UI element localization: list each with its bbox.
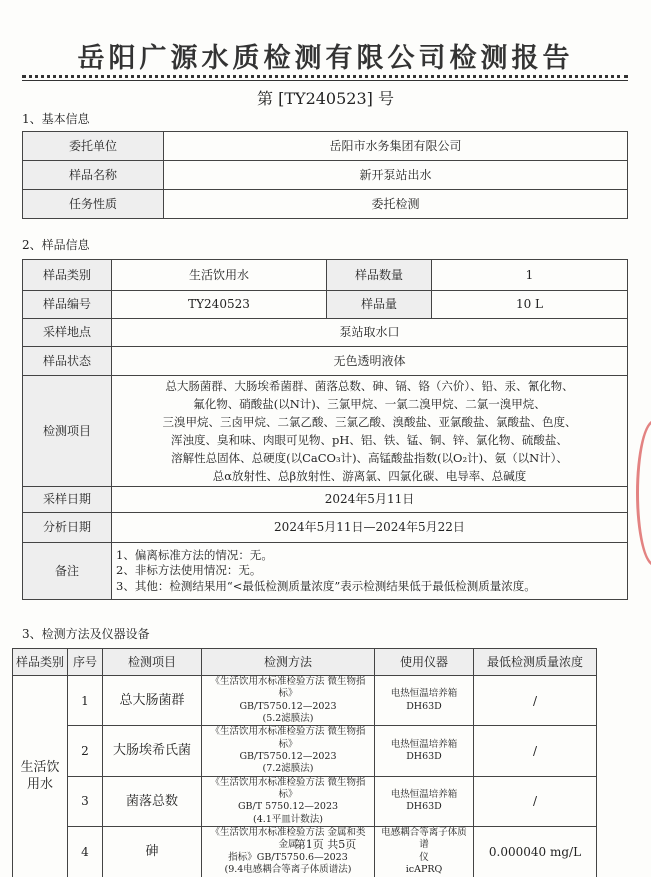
detection-limit: / <box>474 726 597 776</box>
table-row <box>23 260 628 291</box>
remarks <box>112 543 628 600</box>
test-method <box>202 776 375 826</box>
test-items-line: 浑浊度、臭和味、肉眼可见物、pH、铝、铁、锰、铜、锌、氯化物、硫酸盐、 <box>171 433 568 447</box>
table-row <box>23 319 628 347</box>
row-label: 样品编号 <box>23 291 112 319</box>
method-line: 《生活饮用水标准检验方法 微生物指标》 <box>210 776 366 801</box>
test-items-line: 氟化物、硝酸盐(以N计)、三氯甲烷、一氯二溴甲烷、二氯一溴甲烷、 <box>193 397 546 411</box>
method-line: GB/T 5750.12—2023 <box>237 801 339 813</box>
row-number: 2 <box>68 726 103 776</box>
table-row <box>23 132 628 161</box>
table-row <box>23 487 628 513</box>
row-value: 2024年5月11日 <box>112 487 628 513</box>
instrument-line: DH63D <box>406 751 442 763</box>
method-line: 《生活饮用水标准检验方法 金属和类金属 <box>210 827 366 851</box>
row-label: 任务性质 <box>23 190 164 219</box>
row-value: 委托检测 <box>164 190 628 219</box>
remark-line: 2、非标方法使用情况：无。 <box>116 563 262 578</box>
instrument-line: 电热恒温培养箱 <box>390 688 458 700</box>
report-number: 第 [TY240523] 号 <box>257 89 394 108</box>
table-row <box>23 513 628 543</box>
method-line: (5.2滤膜法) <box>262 713 314 725</box>
row-label: 检测项目 <box>23 376 112 487</box>
test-method <box>202 726 375 776</box>
row-value: 岳阳市水务集团有限公司 <box>164 132 628 161</box>
test-item: 大肠埃希氏菌 <box>103 726 202 776</box>
row-value: 1 <box>432 260 628 291</box>
method-line: (4.1平皿计数法) <box>252 813 324 825</box>
row-label: 样品量 <box>327 291 432 319</box>
row-number: 1 <box>68 676 103 726</box>
test-items-line: 溶解性总固体、总硬度(以CaCO₃计)、高锰酸盐指数(以O₂计)、氨（以N计）、 <box>171 451 568 465</box>
row-label: 样品状态 <box>23 347 112 376</box>
section3-heading: 3、检测方法及仪器设备 <box>22 627 150 641</box>
instrument <box>375 676 474 726</box>
instrument-line: 电热恒温培养箱 <box>390 789 458 801</box>
test-item: 砷 <box>103 827 202 877</box>
seal-stamp <box>636 420 651 566</box>
table-row <box>13 676 597 726</box>
remark-line: 3、其他：检测结果用“<最低检测质量浓度”表示检测结果低于最低检测质量浓度。 <box>116 578 536 593</box>
sample-category: 生活饮用水 <box>13 676 68 877</box>
row-label: 样品名称 <box>23 161 164 190</box>
table-row <box>23 347 628 376</box>
sample-info-table <box>22 259 628 600</box>
instrument <box>375 776 474 826</box>
row-value: 新开泵站出水 <box>164 161 628 190</box>
row-value: 泵站取水口 <box>112 319 628 347</box>
row-label: 委托单位 <box>23 132 164 161</box>
row-value: 生活饮用水 <box>112 260 327 291</box>
column-header: 样品类别 <box>13 649 68 676</box>
section2-heading: 2、样品信息 <box>22 238 90 252</box>
title-divider-line <box>22 80 628 81</box>
method-line: (9.4电感耦合等离子体质谱法) <box>224 864 352 876</box>
test-method <box>202 676 375 726</box>
test-items-line: 三溴甲烷、三卤甲烷、二氯乙酸、三氯乙酸、溴酸盐、亚氯酸盐、氯酸盐、色度、 <box>162 415 577 429</box>
row-number: 3 <box>68 776 103 826</box>
remark-line: 1、偏离标准方法的情况：无。 <box>116 547 273 562</box>
section1-heading: 1、基本信息 <box>22 112 90 126</box>
column-header: 使用仪器 <box>375 649 474 676</box>
table-row <box>13 726 597 776</box>
row-value: 10 L <box>432 291 628 319</box>
method-line: 《生活饮用水标准检验方法 微生物指标》 <box>210 676 366 700</box>
basic-info-table <box>22 131 628 219</box>
method-line: 《生活饮用水标准检验方法 微生物指标》 <box>210 726 366 750</box>
table-row <box>23 161 628 190</box>
instrument-line: 仪 <box>419 851 429 863</box>
row-value: 2024年5月11日—2024年5月22日 <box>112 513 628 543</box>
column-header: 检测方法 <box>202 649 375 676</box>
row-label: 采样地点 <box>23 319 112 347</box>
page-footer: 第1页 共5页 <box>294 838 357 851</box>
detection-limit: / <box>474 676 597 726</box>
table-row <box>23 190 628 219</box>
table-header-row <box>13 649 597 676</box>
method-line: GB/T5750.12—2023 <box>239 700 337 712</box>
column-header: 最低检测质量浓度 <box>474 649 597 676</box>
table-row <box>23 543 628 600</box>
table-row <box>13 776 597 826</box>
row-value: TY240523 <box>112 291 327 319</box>
method-line: (7.2滤膜法) <box>262 763 314 775</box>
row-number: 4 <box>68 827 103 877</box>
method-line: 指标》GB/T5750.6—2023 <box>228 851 348 863</box>
row-label: 采样日期 <box>23 487 112 513</box>
row-label: 样品数量 <box>327 260 432 291</box>
row-value: 无色透明液体 <box>112 347 628 376</box>
instrument-line: 电热恒温培养箱 <box>390 738 458 750</box>
row-label: 样品类别 <box>23 260 112 291</box>
table-row <box>23 291 628 319</box>
row-label: 备注 <box>23 543 112 600</box>
row-label: 分析日期 <box>23 513 112 543</box>
detection-limit: 0.000040 mg/L <box>474 827 597 877</box>
instrument-line: DH63D <box>406 801 442 813</box>
title-divider <box>22 75 628 78</box>
column-header: 序号 <box>68 649 103 676</box>
detection-limit: / <box>474 776 597 826</box>
test-items-line: 总大肠菌群、大肠埃希菌群、菌落总数、砷、镉、铬（六价）、铅、汞、氰化物、 <box>165 379 574 393</box>
report-title: 岳阳广源水质检测有限公司检测报告 <box>77 43 574 74</box>
test-items <box>112 376 628 487</box>
instrument <box>375 726 474 776</box>
test-items-line: 总α放射性、总β放射性、游离氯、四氯化碳、电导率、总碱度 <box>212 469 527 483</box>
test-item: 菌落总数 <box>103 776 202 826</box>
instrument-line: DH63D <box>406 700 442 712</box>
column-header: 检测项目 <box>103 649 202 676</box>
table-row <box>23 376 628 487</box>
instrument-line: icAPRQ <box>405 864 443 876</box>
method-line: GB/T5750.12—2023 <box>239 751 337 763</box>
instrument-line: 电感耦合等离子体质谱 <box>381 827 467 851</box>
test-item: 总大肠菌群 <box>103 676 202 726</box>
